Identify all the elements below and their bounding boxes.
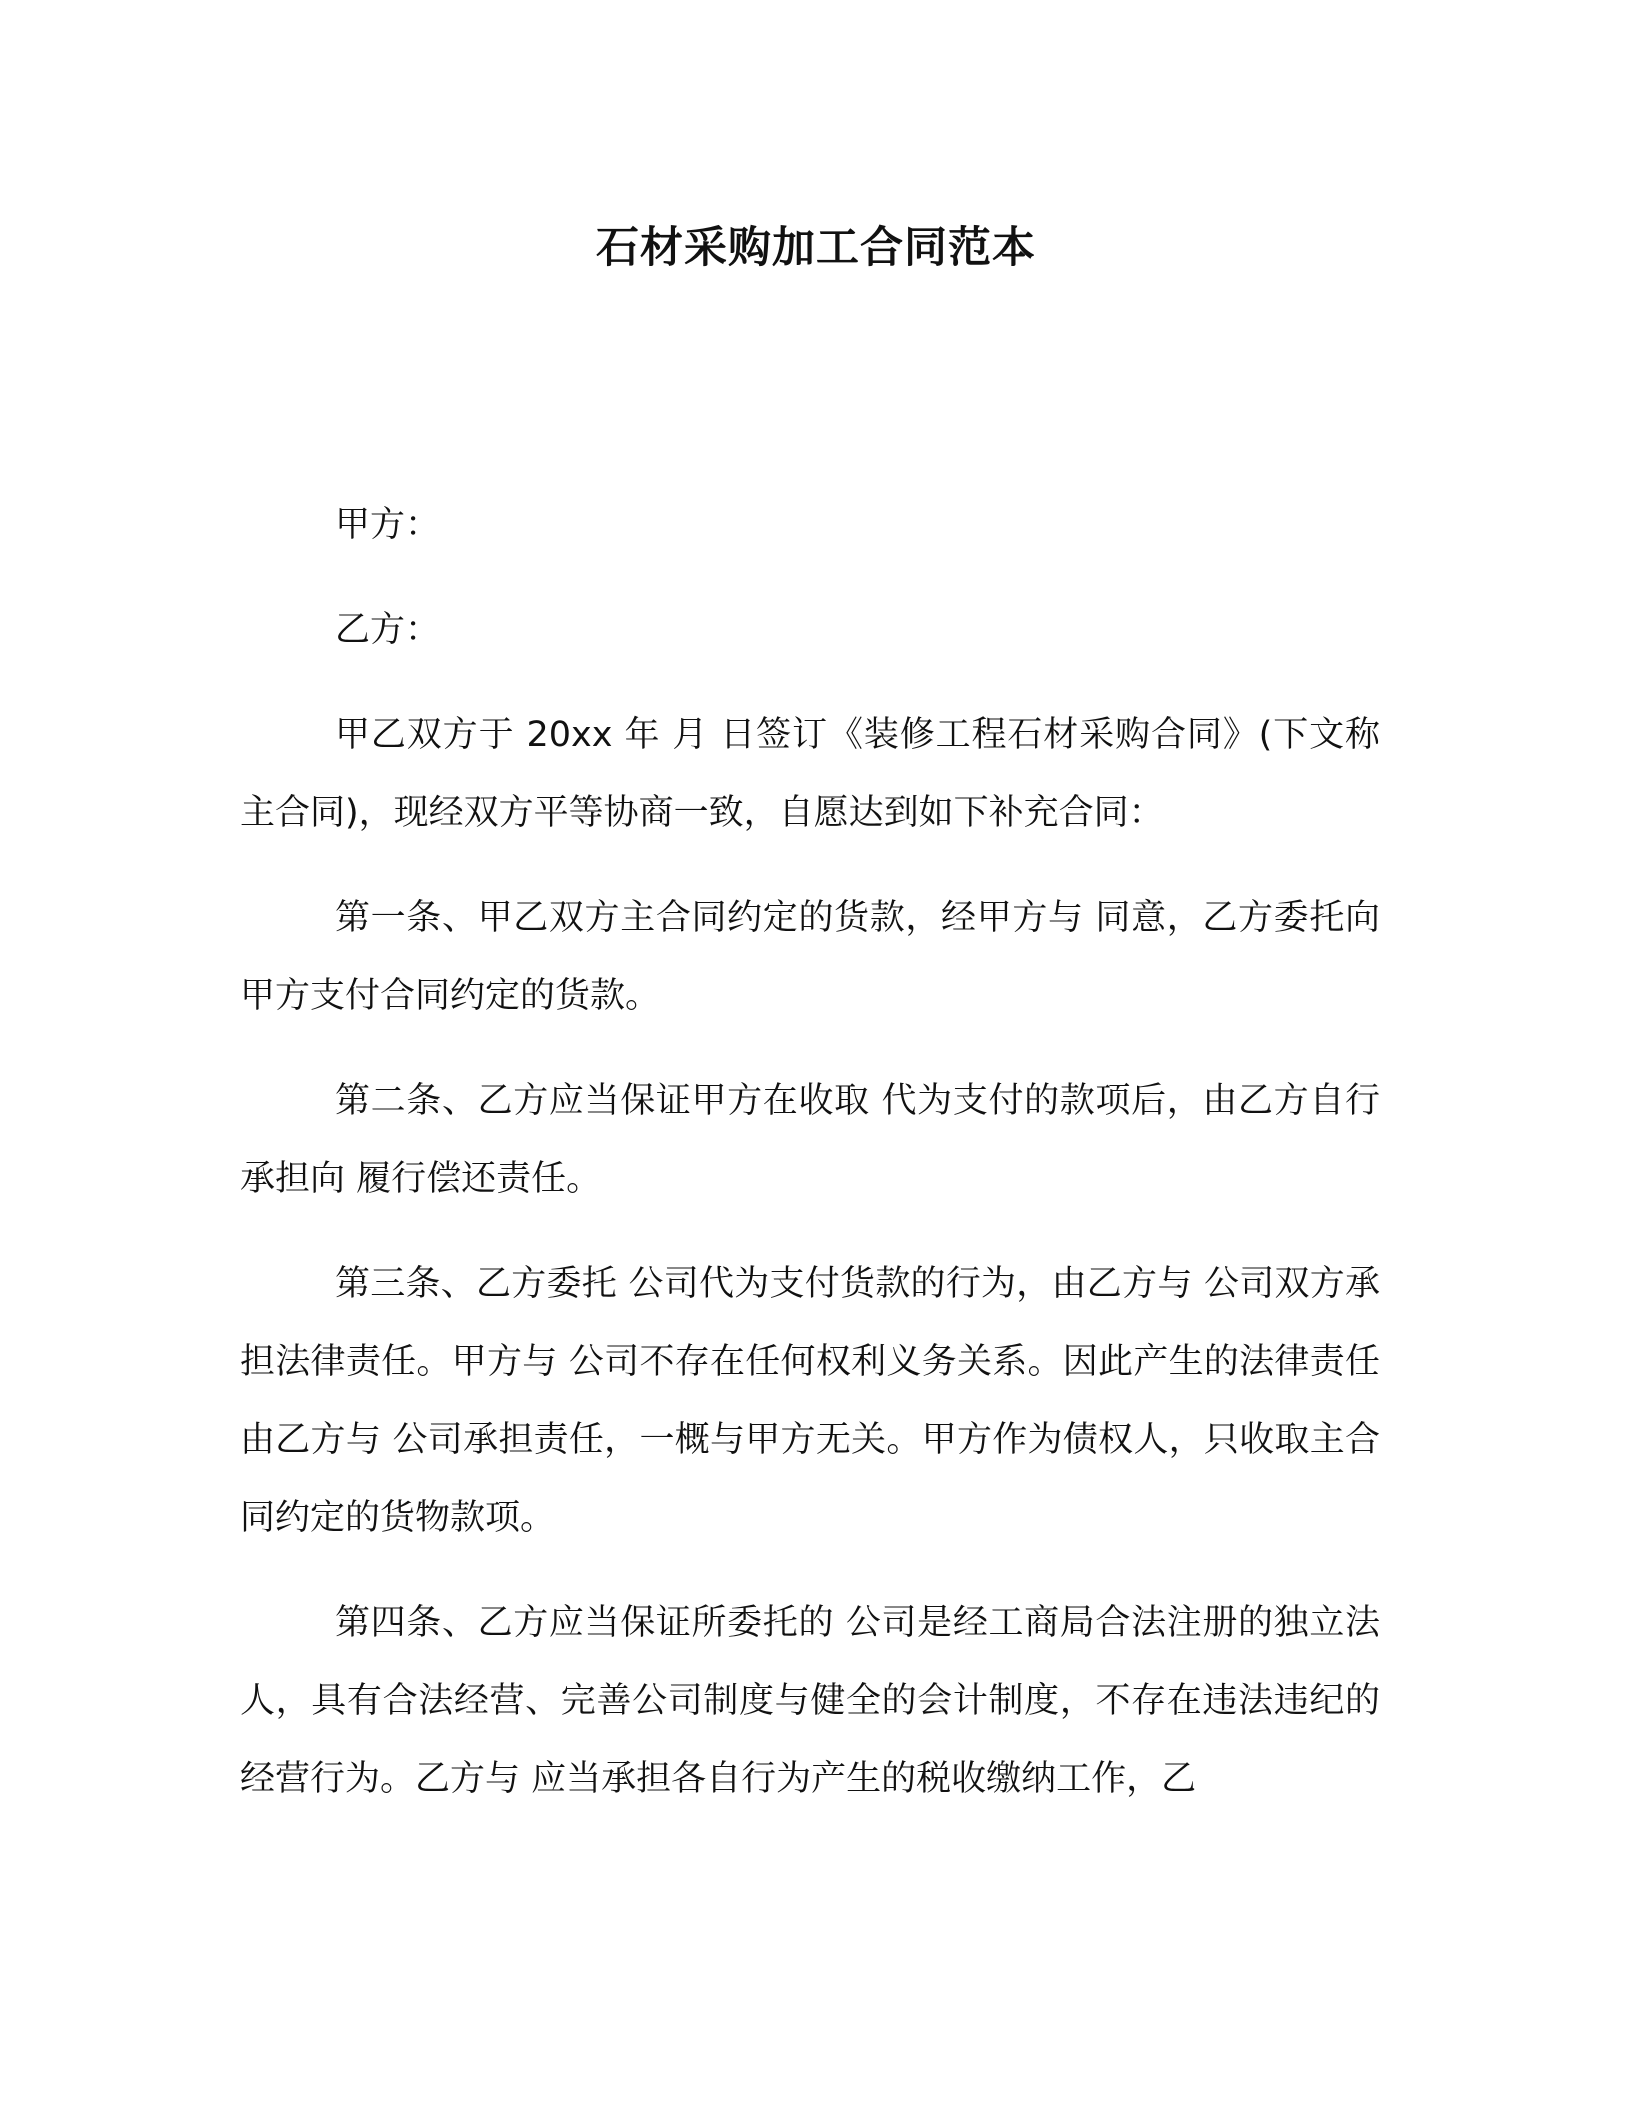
article-3-paragraph: 第三条、乙方委托 公司代为支付货款的行为，由乙方与 公司双方承担法律责任。甲方与 公司不存在任何权利义务关系。因此产生的法律责任由乙方与 公司承担责任，一概与甲方无关。甲方作为债权人，只收取主合同约定的货物款项。 [240, 1264, 1380, 1538]
party-b-line: 乙方： [335, 610, 441, 650]
article-2-paragraph: 第二条、乙方应当保证甲方在收取 代为支付的款项后，由乙方自行承担向 履行偿还责任。 [240, 1081, 1380, 1199]
party-a-line: 甲方： [335, 505, 441, 545]
intro-paragraph: 甲乙双方于 20xx 年 月 日签订《装修工程石材采购合同》(下文称主合同)，现经双方平等协商一致，自愿达到如下补充合同： [240, 715, 1380, 833]
document-title: 石材采购加工合同范本 [596, 223, 1036, 273]
document-body [240, 486, 1380, 1845]
article-1-paragraph: 第一条、甲乙双方主合同约定的货款，经甲方与 同意，乙方委托向甲方支付合同约定的货款。 [240, 898, 1380, 1016]
article-4-paragraph: 第四条、乙方应当保证所委托的 公司是经工商局合法注册的独立法人，具有合法经营、完善公司制度与健全的会计制度，不存在违法违纪的经营行为。乙方与 应当承担各自行为产生的税收缴纳工作，乙 [240, 1603, 1380, 1799]
